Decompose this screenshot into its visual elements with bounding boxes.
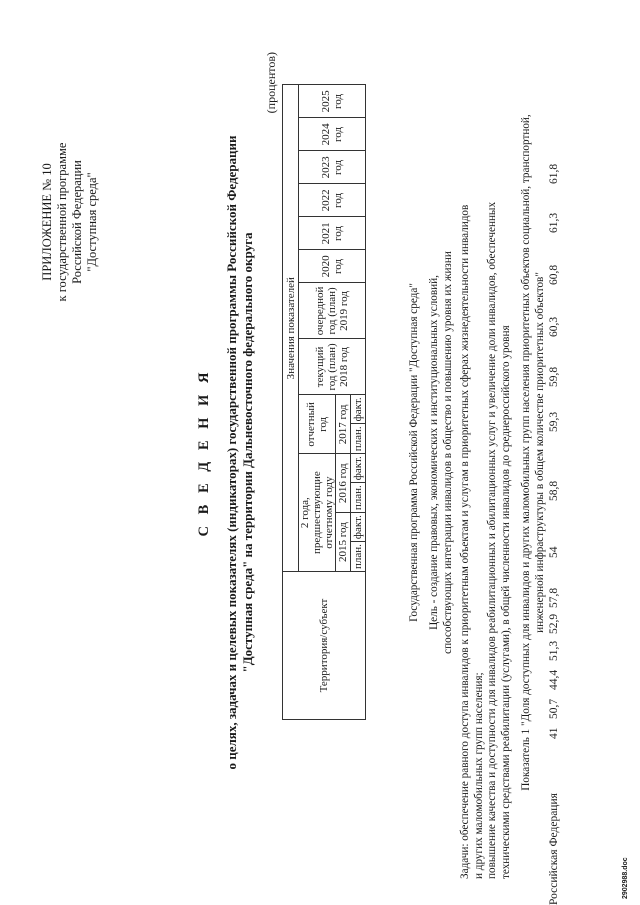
indicator-block <box>520 0 547 905</box>
fact-2017: факт. <box>351 395 366 424</box>
value-2017-fact: 57,8 <box>548 587 560 608</box>
value-2015-plan: 41 <box>548 727 560 739</box>
plan-2016: план. <box>351 483 366 513</box>
value-2016-plan: 44,4 <box>548 669 560 690</box>
value-2025: 61,8 <box>548 163 560 184</box>
units-label: (процентов) <box>264 52 278 114</box>
next-year-line-3: 2019 год <box>338 291 350 331</box>
value-2019: 58,8 <box>548 480 560 501</box>
year-2025-header <box>299 85 366 118</box>
year-2021: 2021 <box>320 222 332 245</box>
current-year-line-2: год (план) <box>326 343 338 391</box>
year-2020-god: год <box>332 258 344 274</box>
row-territory: Российская Федерация <box>548 793 560 905</box>
next-year-line-1: очередной <box>314 286 326 336</box>
year-2025-god: год <box>332 93 344 109</box>
goal-block <box>428 0 455 905</box>
indicator-line-1: Показатель 1 "Доля доступных для инвалидов и других маломобильных групп населения приоритетных объектов социальной, транспортной, <box>520 114 532 791</box>
two-years-header-line-1: 2 года, предшествующие <box>299 471 323 555</box>
year-2020: 2020 <box>320 255 332 278</box>
goal-line-1: Цель - создание правовых, экономических и институциональных условий, <box>428 275 440 630</box>
current-year-header <box>299 339 366 395</box>
indicators-table-header <box>282 84 366 720</box>
value-2023: 60,8 <box>548 264 560 285</box>
appendix-line-1: к государственной программе <box>55 142 69 302</box>
year-2023-header <box>299 151 366 184</box>
value-2020: 59,3 <box>548 411 560 432</box>
tasks-block <box>459 0 513 879</box>
value-2024: 61,3 <box>548 212 560 233</box>
value-2021: 59,8 <box>548 366 560 387</box>
document-subtitle <box>224 0 256 905</box>
current-year-line-1: текущий <box>314 346 326 388</box>
tasks-line-4: техническими средствами реабилитации (услугами), в общей численности инвалидов до среднероссийского уровня <box>499 325 512 879</box>
value-2022: 60,3 <box>548 316 560 337</box>
value-2018: 54 <box>548 546 560 558</box>
appendix-line-2: Российской Федерации <box>70 160 84 284</box>
appendix-line-3: "Доступная среда" <box>85 172 99 272</box>
fact-2015: факт. <box>351 513 366 542</box>
tasks-line-1: Задачи: обеспечение равного доступа инвалидов к приоритетным объектам и услугам в приоритетных сферах жизнедеятельности инвалидов <box>459 204 471 879</box>
next-year-line-2: год (план) <box>326 287 338 335</box>
footnote-filename: 2902988.doc <box>622 857 629 899</box>
year-2024-god: год <box>332 126 344 142</box>
year-2016-header: 2016 год <box>336 454 351 513</box>
two-years-header <box>299 454 336 572</box>
value-2016-fact: 51,3 <box>548 640 560 661</box>
year-2022-header <box>299 184 366 217</box>
table-row <box>548 0 564 905</box>
appendix-header <box>40 112 100 332</box>
subtitle-line-2: "Доступная среда" на территории Дальневосточного федерального округа <box>240 232 255 673</box>
fact-2016: факт. <box>351 454 366 483</box>
year-2024: 2024 <box>320 123 332 146</box>
values-header: Значения показателей <box>283 85 299 572</box>
year-2023: 2023 <box>320 156 332 179</box>
reporting-year-header: отчетный год <box>299 395 336 454</box>
tasks-line-2: и других маломобильных групп населения; <box>472 672 485 879</box>
plan-2015: план. <box>351 542 366 572</box>
goal-line-2: способствующих интеграции инвалидов в общество и повышению уровня их жизни <box>441 251 454 654</box>
year-2017-header: 2017 год <box>336 395 351 454</box>
next-year-header <box>299 283 366 339</box>
territory-header: Территория/субъект <box>283 572 366 720</box>
year-2022: 2022 <box>320 189 332 212</box>
tasks-line-3: повышение качества и доступности для инвалидов реабилитационных и абилитационных услуг и увеличение доли инвалидов, обеспеченных <box>486 201 498 879</box>
value-2015-fact: 50,7 <box>548 698 560 719</box>
appendix-number: ПРИЛОЖЕНИЕ № 10 <box>40 163 54 281</box>
year-2021-god: год <box>332 225 344 241</box>
current-year-line-3: 2018 год <box>338 347 350 387</box>
indicator-line-2: инженерной инфраструктуры в общем количестве приоритетных объектов" <box>533 272 546 633</box>
document-title: С В Е Д Е Н И Я <box>196 368 212 537</box>
year-2022-god: год <box>332 192 344 208</box>
program-line: Государственная программа Российской Федерации "Доступная среда" <box>408 283 420 622</box>
year-2025: 2025 <box>320 90 332 113</box>
year-2021-header <box>299 217 366 250</box>
year-2015-header: 2015 год <box>336 513 351 572</box>
year-2023-god: год <box>332 159 344 175</box>
value-2017-plan: 52,9 <box>548 613 560 634</box>
two-years-header-line-2: отчетному году <box>323 476 335 549</box>
year-2020-header <box>299 250 366 283</box>
subtitle-line-1: о целях, задачах и целевых показателях (индикаторах) государственной программы Российской Федерации <box>224 135 239 770</box>
year-2024-header <box>299 118 366 151</box>
plan-2017: план. <box>351 424 366 454</box>
